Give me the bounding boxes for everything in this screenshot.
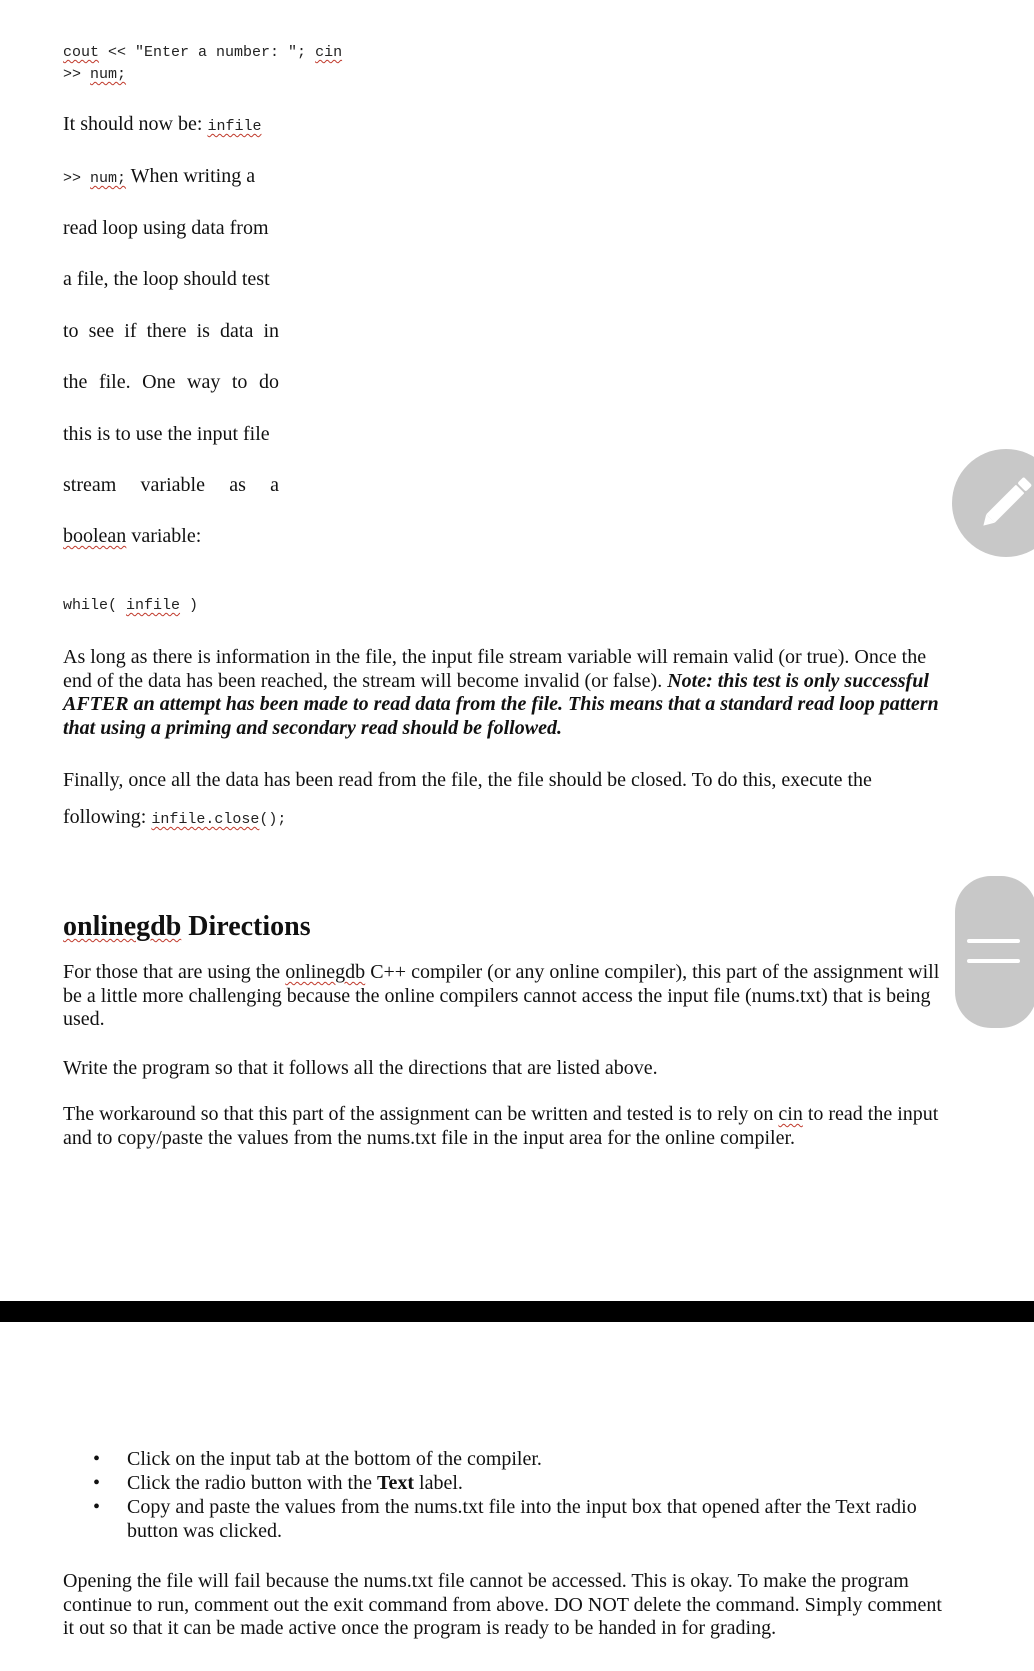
drag-handle-icon <box>967 939 1020 943</box>
closing-paragraph <box>63 762 948 838</box>
narrow-line-7: this is to use the input file <box>63 423 270 445</box>
bullet-dot: • <box>93 1472 101 1494</box>
closing-code: infile.close <box>151 811 260 828</box>
word: see <box>88 320 115 342</box>
code-cin-keyword: cin <box>315 44 343 61</box>
narrow-l1-prefix: It should now be: <box>63 113 208 135</box>
onlinegdb-paragraph-1 <box>63 961 948 1032</box>
page-break-bar <box>0 1301 1034 1322</box>
closing-line-2 <box>63 799 948 838</box>
narrow-line-5 <box>63 320 279 343</box>
onlinegdb-heading <box>63 911 311 943</box>
onlinegdb-paragraph-3 <box>63 1103 948 1150</box>
p3-text-b: to read the input and to copy/paste the values from the nums.txt file in the input area for the online compiler. <box>63 1103 939 1149</box>
word: there <box>146 320 187 342</box>
list-item <box>63 1447 948 1471</box>
p3-text-a: The workaround so that this part of the assignment can be written and tested is to rely on <box>63 1103 779 1125</box>
heading-rest: Directions <box>181 911 311 942</box>
steps-list <box>63 1447 948 1543</box>
narrow-line-1 <box>63 113 279 138</box>
step-2-text-b: label. <box>414 1472 463 1494</box>
narrow-line-6 <box>63 371 279 394</box>
validity-note: Note: this test is only successful AFTER an attempt has been made to read data from the file. This means that a standard read loop pattern that using a priming and secondary read should be followed. <box>63 669 939 739</box>
code-num-keyword: num; <box>90 66 127 83</box>
closing-following: following: <box>63 806 152 828</box>
p1-text-b: C++ compiler (or any online compiler), this part of the assignment will be a little more challenging because the online compilers cannot access the input file (nums.txt) that is being used. <box>63 961 940 1030</box>
onlinegdb-paragraph-2: Write the program so that it follows all the directions that are listed above. <box>63 1057 658 1079</box>
step-2-bold: Text <box>376 1472 415 1494</box>
narrow-l2-text: When writing a <box>126 165 256 187</box>
word: as <box>229 474 246 496</box>
word: the <box>63 371 88 393</box>
code-while-line <box>63 596 198 616</box>
narrow-l2-code: num; <box>90 170 127 187</box>
word: to <box>63 320 79 342</box>
narrow-l1-code: infile <box>207 118 262 135</box>
word: in <box>263 320 279 342</box>
narrow-line-2 <box>63 165 279 190</box>
final-paragraph: Opening the file will fail because the nums.txt file cannot be accessed. This is okay. To make the program continue to run, comment out the exit command from above. DO NOT delete the command. Simply comment it out so that it can be made active once the program is ready to be handed in for grading. <box>63 1570 942 1639</box>
narrow-l2-op: >> <box>63 170 91 187</box>
bullet-dot: • <box>93 1448 101 1470</box>
word: variable <box>140 474 205 496</box>
code-num-line <box>63 64 126 86</box>
closing-line-1: Finally, once all the data has been read from the file, the file should be closed. To do this, execute the <box>63 769 872 791</box>
code-while-suffix: ) <box>180 597 199 614</box>
heading-keyword: onlinegdb <box>63 911 182 942</box>
closing-code-tail: (); <box>259 811 287 828</box>
narrow-line-8 <box>63 474 279 497</box>
code-cout-rest: << "Enter a number: "; <box>99 44 316 61</box>
bullet-dot: • <box>93 1496 101 1518</box>
validity-text: As long as there is information in the file, the input file stream variable will remain valid (or true). Once the end of the data has been reached, the stream will become invalid (or false). <box>63 646 927 692</box>
narrow-line-4: a file, the loop should test <box>63 268 270 290</box>
word: file. <box>98 371 131 393</box>
step-3-text: Copy and paste the values from the nums.txt file into the input box that opened after the Text radio button was clicked. <box>127 1496 917 1542</box>
word: if <box>124 320 137 342</box>
word: to <box>231 371 248 393</box>
drag-handle[interactable] <box>955 876 1034 1028</box>
code-while-var: infile <box>126 597 181 614</box>
narrow-line-3: read loop using data from <box>63 217 269 239</box>
drag-handle-icon <box>967 959 1020 963</box>
code-operator: >> <box>63 66 91 83</box>
validity-paragraph <box>63 646 948 740</box>
narrow-l9-code: boolean <box>63 525 127 547</box>
word: is <box>196 320 210 342</box>
step-1-text: Click on the input tab at the bottom of the compiler. <box>127 1448 542 1470</box>
list-item <box>63 1495 948 1543</box>
step-2-text-a: Click the radio button with the <box>127 1472 377 1494</box>
word: data <box>220 320 254 342</box>
word: a <box>270 474 279 496</box>
p1-keyword: onlinegdb <box>285 961 366 983</box>
word: do <box>258 371 279 393</box>
word: stream <box>63 474 117 496</box>
p1-text-a: For those that are using the <box>63 961 286 983</box>
code-cout-line <box>63 42 342 64</box>
word: One <box>142 371 176 393</box>
list-item <box>63 1471 948 1495</box>
code-while-prefix: while( <box>63 597 127 614</box>
narrow-l9-text: variable: <box>126 525 202 547</box>
code-cout-keyword: cout <box>63 44 100 61</box>
pencil-icon <box>952 449 1034 557</box>
narrow-line-9 <box>63 525 279 548</box>
word: way <box>187 371 221 393</box>
edit-button[interactable] <box>952 449 1034 557</box>
p3-keyword: cin <box>778 1103 803 1125</box>
